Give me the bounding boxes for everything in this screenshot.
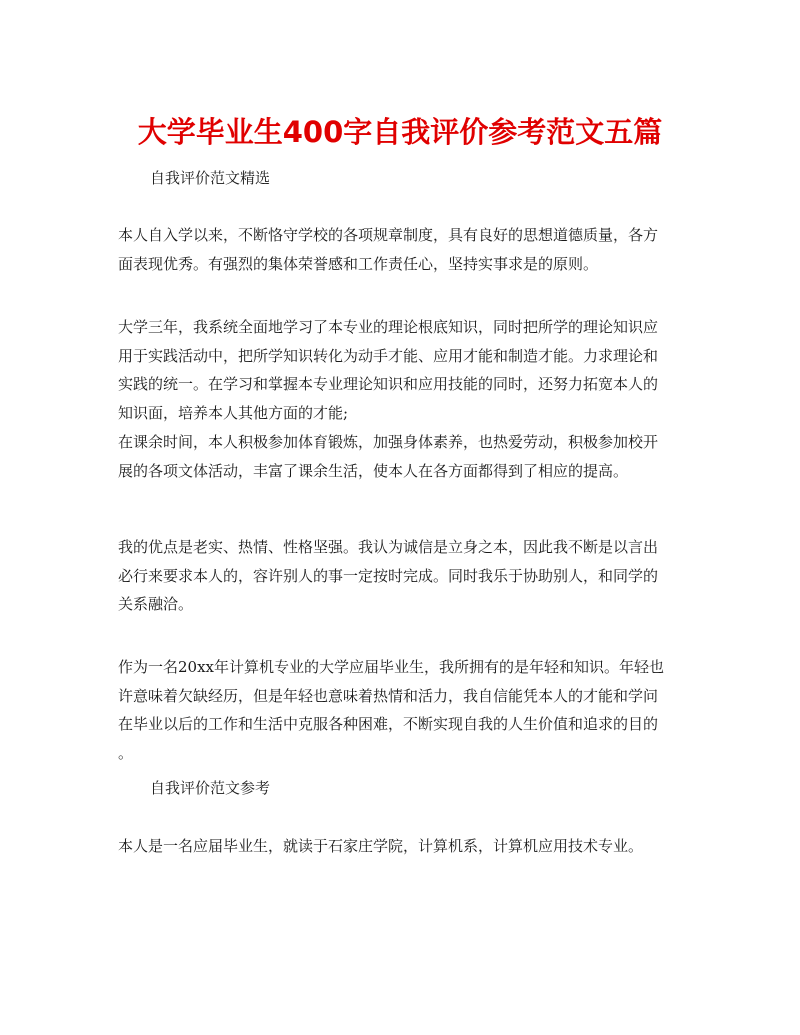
paragraph-line: 用于实践活动中，把所学知识转化为动手才能、应用才能和制造才能。力求理论和	[118, 346, 659, 365]
paragraph-line: 作为一名20xx年计算机专业的大学应届毕业生，我所拥有的是年轻和知识。年轻也	[118, 658, 665, 676]
paragraph-line: 我的优点是老实、热情、性格坚强。我认为诚信是立身之本，因此我不断是以言出	[118, 538, 659, 556]
paragraph-5	[118, 832, 688, 861]
paragraph-3	[118, 533, 688, 619]
paragraph-2	[118, 313, 688, 485]
paragraph-line: 展的各项文体活动，丰富了课余生活，使本人在各方面都得到了相应的提高。	[118, 461, 629, 480]
paragraph-line: 关系融洽。	[118, 595, 194, 614]
paragraph-line: 在课余时间，本人积极参加体育锻炼，加强身体素养，也热爱劳动，积极参加校开	[118, 432, 659, 451]
paragraph-line: 实践的统一。在学习和掌握本专业理论知识和应用技能的同时，还努力拓宽本人的	[118, 375, 659, 394]
paragraph-line: 本人自入学以来，不断恪守学校的各项规章制度，具有良好的思想道德质量，各方	[118, 226, 659, 244]
paragraph-4	[118, 653, 688, 768]
paragraph-line: 许意味着欠缺经历，但是年轻也意味着热情和活力，我自信能凭本人的才能和学问	[118, 686, 659, 705]
paragraph-line: 。	[118, 744, 134, 763]
paragraph-1	[118, 221, 688, 278]
paragraph-line: 知识面，培养本人其他方面的才能;	[118, 404, 349, 423]
paragraph-line: 面表现优秀。有强烈的集体荣誉感和工作责任心，坚持实事求是的原则。	[118, 254, 599, 273]
paragraph-line: 必行来要求本人的，容许别人的事一定按时完成。同时我乐于协助别人，和同学的	[118, 566, 659, 585]
paragraph-line: 本人是一名应届毕业生，就读于石家庄学院，计算机系，计算机应用技术专业。	[118, 837, 644, 855]
page-title: 大学毕业生400字自我评价参考范文五篇	[137, 115, 663, 149]
section-heading-reference: 自我评价范文参考	[150, 779, 271, 797]
paragraph-line: 大学三年，我系统全面地学习了本专业的理论根底知识，同时把所学的理论知识应	[118, 318, 659, 336]
section-heading-selected: 自我评价范文精选	[150, 169, 271, 187]
paragraph-line: 在毕业以后的工作和生活中克服各种困难，不断实现自我的人生价值和追求的目的	[118, 715, 659, 734]
